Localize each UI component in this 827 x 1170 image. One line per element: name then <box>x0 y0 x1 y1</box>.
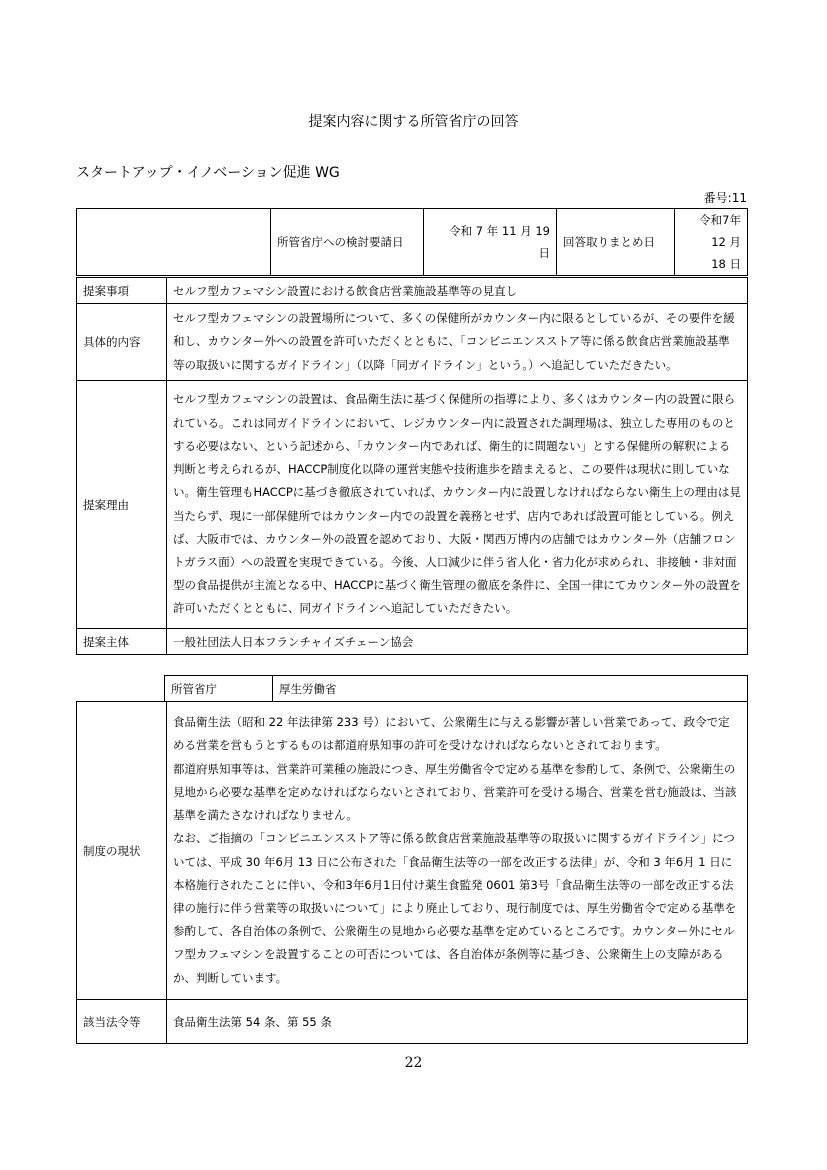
status-paragraph-2: 都道府県知事等は、営業許可業種の施設につき、厚生労働省令で定める基準を参酌して、条例で、公衆衛生の見地から必要な基準を定めなければならないとされており、営業許可を受ける場合、営業を営む施設は、当該基準を満たさなければなりません。 <box>173 761 737 823</box>
proposal-entity-value: 一般社団法人日本フランチャイズチェーン協会 <box>167 629 748 655</box>
proposal-detail-label: 具体的内容 <box>77 304 167 381</box>
status-paragraph-3: なお、ご指摘の「コンビニエンスストア等に係る飲食店営業施設基準等の取扱いに関するガイドライン」については、平成 30 年6月 13 日に公布された「食品衛生法等の一部を改正する法律」が、令和 3 年6月 1 日に本格施行されたことに伴い、令和3年6月1日付け薬生食監発 0601 第3号「食品衛生法等の一部を改正する法律の施行に伴う営業等の取扱いについて」により廃止しており、現行制度では、厚生労働省令で定める基準を参酌して、各自治体の条例で、公衆衛生の見地から必要な基準を定めているところです。カウンター外にセルフ型カフェマシンを設置することの可否については、各自治体が条例等に基づき、公衆衛生上の支障があるか、判断しています。 <box>173 831 737 985</box>
dates-blank-cell <box>77 209 271 276</box>
answer-date-line2: 18 日 <box>711 257 741 271</box>
proposal-number: 番号:11 <box>703 191 747 205</box>
ministry-label: 所管省庁 <box>165 676 273 702</box>
status-label: 制度の現状 <box>77 702 167 1000</box>
proposal-entity-label: 提案主体 <box>77 629 167 655</box>
request-date-line2: 日 <box>538 246 550 260</box>
request-date-line1: 令和 7 年 11 月 19 <box>449 224 550 238</box>
law-value: 食品衛生法第 54 条、第 55 条 <box>167 1000 748 1044</box>
law-label: 該当法令等 <box>77 1000 167 1044</box>
proposal-table <box>76 277 748 655</box>
ministry-value: 厚生労働省 <box>273 676 748 702</box>
proposal-item-value: セルフ型カフェマシン設置における飲食店営業施設基準等の見直し <box>167 278 748 304</box>
answer-date-line1: 令和7年 12 月 <box>699 213 741 249</box>
proposal-detail-value: セルフ型カフェマシンの設置場所について、多くの保健所がカウンター内に限るとしているが、その要件を緩和し、カウンター外への設置を許可いただくとともに、「コンビニエンスストア等に係る飲食店営業施設基準等の取扱いに関するガイドライン」（以降「同ガイドライン」という。）へ追記していただきたい。 <box>167 304 748 381</box>
request-date-value <box>424 209 557 276</box>
status-paragraph-1: 食品衛生法（昭和 22 年法律第 233 号）において、公衆衛生に与える影響が著しい営業であって、政令で定める営業を営もうとするものは都道府県知事の許可を受けなければならないとされております。 <box>173 715 730 753</box>
ministry-table <box>164 675 748 702</box>
page-number: 22 <box>404 1055 423 1071</box>
page-title: 提案内容に関する所管省庁の回答 <box>308 114 519 130</box>
status-value <box>167 702 748 1000</box>
request-date-label: 所管省庁への検討要請日 <box>271 209 424 276</box>
proposal-reason-label: 提案理由 <box>77 381 167 629</box>
working-group-name: スタートアップ・イノベーション促進 WG <box>76 165 340 181</box>
proposal-reason-value: セルフ型カフェマシンの設置は、食品衛生法に基づく保健所の指導により、多くはカウンター内の設置に限られている。これは同ガイドラインにおいて、レジカウンター内に設置された調理場は、独立した専用のものとする必要はない、という記述から、「カウンター内であれば、衛生的に問題ない」とする保健所の解釈による判断と考えられるが、HACCP制度化以降の運営実態や技術進歩を踏まえると、この要件は現状に則していない。衛生管理もHACCPに基づき徹底されていれば、カウンター内に設置しなければならない衛生上の理由は見当たらず、現に一部保健所ではカウンター内での設置を義務とせず、店内であれば設置可能としている。例えば、大阪市では、カウンター外の設置を認めており、大阪・関西万博内の店舗ではカウンター外（店舗フロントガラス面）への設置を実現できている。今後、人口減少に伴う省人化・省力化が求められ、非接触・非対面型の食品提供が主流となる中、HACCPに基づく衛生管理の徹底を条件に、全国一律にてカウンター外の設置を許可いただくとともに、同ガイドラインへ追記していただきたい。 <box>167 381 748 629</box>
response-table <box>76 701 748 1044</box>
dates-table <box>76 208 748 276</box>
answer-date-label: 回答取りまとめ日 <box>557 209 675 276</box>
answer-date-value <box>675 209 748 276</box>
proposal-item-label: 提案事項 <box>77 278 167 304</box>
